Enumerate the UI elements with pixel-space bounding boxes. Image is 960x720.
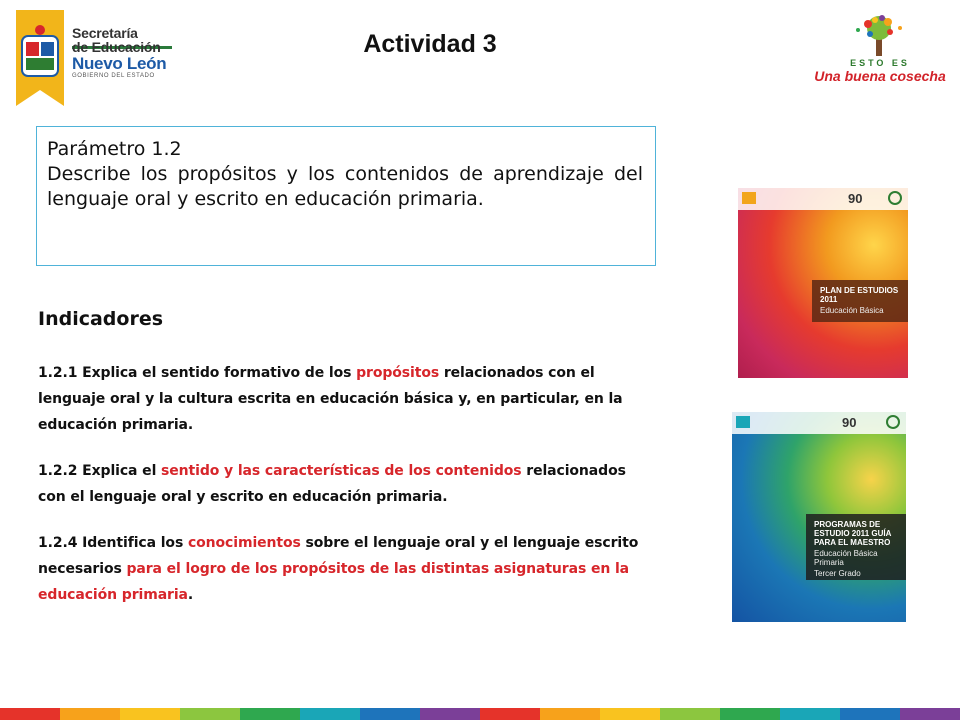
color-stripe bbox=[360, 708, 420, 720]
color-stripe bbox=[0, 708, 60, 720]
logo-text-nuevo-leon: Nuevo León bbox=[72, 54, 167, 73]
indicator-text: relacionados con el lenguaje oral y la cultura escrita en educación básica y, en particular, en la educación primaria. bbox=[38, 365, 623, 433]
color-stripe bbox=[600, 708, 660, 720]
color-stripe bbox=[420, 708, 480, 720]
color-stripe bbox=[120, 708, 180, 720]
indicator-highlight: para el logro de los propósitos de las distintas asignaturas en la educación primaria bbox=[38, 561, 630, 603]
seal-icon bbox=[886, 415, 900, 429]
indicator-text: 1.2.4 Identifica los bbox=[38, 535, 188, 551]
color-stripe bbox=[180, 708, 240, 720]
programas-de-estudio-cover bbox=[732, 412, 906, 622]
color-stripe bbox=[60, 708, 120, 720]
cover-header bbox=[738, 188, 908, 210]
cover-subtitle: Educación Básica Primaria bbox=[814, 549, 878, 567]
cover-subtitle: Educación Básica bbox=[820, 306, 884, 315]
color-stripe bbox=[240, 708, 300, 720]
color-stripe bbox=[720, 708, 780, 720]
parameter-title: Parámetro 1.2 bbox=[47, 138, 182, 160]
logo-text-gobierno: GOBIERNO DEL ESTADO bbox=[72, 73, 155, 79]
seal-icon bbox=[888, 191, 902, 205]
cover-badge-icon bbox=[736, 416, 750, 428]
color-stripe bbox=[540, 708, 600, 720]
logo-text-buena-cosecha: Una buena cosecha bbox=[814, 68, 946, 84]
logo-text-esto-es: ESTO ES bbox=[850, 58, 910, 68]
indicator-highlight: sentido y las características de los contenidos bbox=[161, 463, 522, 479]
logo-text-secretaria: Secretaría bbox=[72, 25, 138, 41]
cover-title: PROGRAMAS DE ESTUDIO 2011 GUÍA PARA EL MAESTRO bbox=[814, 520, 892, 547]
indicator-text: sobre el lenguaje oral y el lenguaje escrito necesarios bbox=[38, 535, 639, 577]
indicators-list bbox=[38, 360, 644, 628]
cover-title-band bbox=[812, 280, 908, 322]
indicator-1-2-1 bbox=[38, 360, 644, 438]
indicator-highlight: conocimientos bbox=[187, 535, 301, 551]
logo-text-educacion: de Educación bbox=[72, 39, 161, 55]
bottom-color-stripes bbox=[0, 708, 960, 720]
color-stripe bbox=[660, 708, 720, 720]
indicator-text: 1.2.2 Explica el bbox=[38, 463, 162, 479]
color-stripe bbox=[840, 708, 900, 720]
cover-anniversary: 90 bbox=[848, 191, 863, 206]
indicator-text: . bbox=[187, 587, 194, 603]
buena-cosecha-logo bbox=[812, 14, 948, 94]
indicator-1-2-4 bbox=[38, 530, 644, 608]
cover-anniversary: 90 bbox=[842, 415, 857, 430]
parameter-description: Describe los propósitos y los contenidos de aprendizaje del lenguaje oral y escrito en educación primaria. bbox=[47, 163, 643, 210]
parameter-box bbox=[36, 126, 656, 266]
color-stripe bbox=[900, 708, 960, 720]
indicator-highlight: propósitos bbox=[356, 365, 440, 381]
indicator-1-2-2 bbox=[38, 458, 644, 510]
indicator-text: 1.2.1 Explica el sentido formativo de los bbox=[38, 365, 357, 381]
tree-icon bbox=[812, 14, 948, 58]
indicator-text: relacionados con el lenguaje oral y escrito en educación primaria. bbox=[38, 463, 626, 505]
page-title: Actividad 3 bbox=[363, 30, 497, 58]
indicators-heading: Indicadores bbox=[38, 308, 164, 330]
color-stripe bbox=[480, 708, 540, 720]
plan-de-estudios-cover bbox=[738, 188, 908, 378]
cover-header bbox=[732, 412, 906, 434]
cover-title-band bbox=[806, 514, 906, 580]
cover-title: PLAN DE ESTUDIOS 2011 bbox=[820, 286, 899, 304]
cover-badge-icon bbox=[742, 192, 756, 204]
cover-grade: Tercer Grado bbox=[814, 569, 861, 578]
color-stripe bbox=[780, 708, 840, 720]
color-stripe bbox=[300, 708, 360, 720]
